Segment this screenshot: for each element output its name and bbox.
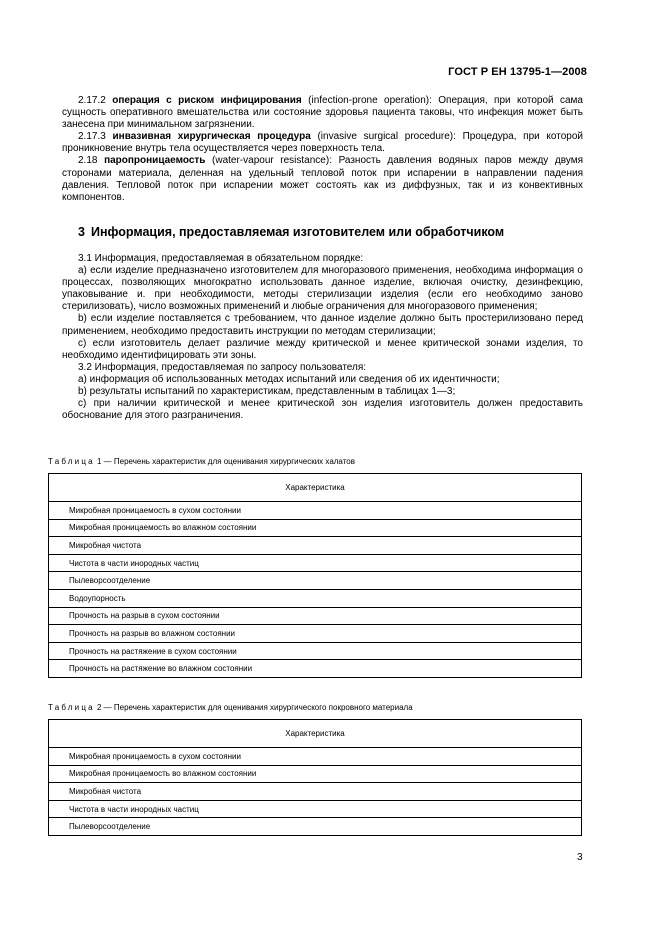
paragraph: с) при наличии критической и менее критической зон изделия изготовитель должен предоставить обоснование для этого разграничения. — [62, 398, 583, 422]
table-row — [49, 589, 582, 607]
definition-number: 2.17.2 — [78, 95, 106, 106]
definition-term: паропроницаемость — [104, 155, 206, 167]
section-title: Информация, предоставляемая изготовителем или обработчиком — [90, 225, 505, 239]
table-cell: Чистота в части инородных частиц — [49, 554, 582, 572]
definition-text: (infection-prone operation): Операция, при которой сама сущность оперативного вмешательства или состояние здоровья пациента таковы, что инфекция может быть занесена при минимальном загрязнении. — [62, 95, 583, 131]
section-body — [62, 253, 583, 422]
table-row — [49, 519, 582, 537]
table-cell: Прочность на растяжение во влажном состоянии — [49, 660, 582, 678]
definition-number: 2.18 — [78, 155, 98, 167]
definition-term: операция с риском инфицирования — [112, 95, 302, 106]
table-row — [49, 625, 582, 643]
table-cell: Чистота в части инородных частиц — [49, 800, 582, 818]
table-row — [49, 554, 582, 572]
table-header-row — [49, 720, 582, 748]
table-cell: Пылеворсоотделение — [49, 572, 582, 590]
definition-text: (water-vapour resistance): Разность давления водяных паров между двумя сторонами материала, деленная на удельный тепловой поток при испарении в направлении падения давления. Тепловой поток при испарении может состоять как из диффузных, так и из конвективных компонентов. — [62, 155, 583, 203]
table-row — [49, 660, 582, 678]
table2 — [48, 719, 582, 836]
table-cell: Пылеворсоотделение — [49, 818, 582, 836]
table-cell: Микробная проницаемость в сухом состоянии — [49, 748, 582, 766]
table-label: Таблица — [48, 703, 95, 712]
paragraph: а) информация об использованных методах испытаний или сведения об их идентичности; — [78, 373, 500, 385]
definition-number: 2.17.3 — [78, 131, 106, 143]
paragraph: а) если изделие предназначено изготовителем для многоразового применения, необходима информация о процессах, позволяющих многократно использовать данное изделие, включая очистку, дезинфекцию, упаковывание и. при необходимости, методы стерилизации изделия (если его необходимо заново стерилизовать), число возможных применений и любые ограничения для многоразового применения; — [62, 265, 583, 313]
table-row — [49, 783, 582, 801]
table-header-cell: Характеристика — [49, 474, 582, 502]
table-row — [49, 537, 582, 555]
table-cell: Микробная чистота — [49, 783, 582, 801]
section-number: 3 — [78, 225, 85, 239]
table-cell: Прочность на разрыв в сухом состоянии — [49, 607, 582, 625]
table-row — [49, 818, 582, 836]
table-caption-text: 2 — Перечень характеристик для оценивания хирургического покровного материала — [94, 703, 413, 712]
table-cell: Водоупорность — [49, 589, 582, 607]
table-row — [49, 748, 582, 766]
table-header-row — [49, 474, 582, 502]
table-row — [49, 642, 582, 660]
section-heading — [62, 225, 592, 239]
paragraph: 3.1 Информация, предоставляемая в обязательном порядке: — [78, 253, 364, 264]
table-cell: Микробная проницаемость во влажном состоянии — [49, 765, 582, 783]
table1-caption — [48, 457, 355, 466]
definition-2-17-2 — [62, 95, 583, 131]
page-number: 3 — [577, 852, 583, 863]
table-header-cell: Характеристика — [49, 720, 582, 748]
paragraph: b) если изделие поставляется с требованием, что данное изделие должно быть простерилизовано перед применением, необходимо предоставить инструкции по методам стерилизации; — [62, 313, 583, 337]
table-cell: Микробная проницаемость во влажном состоянии — [49, 519, 582, 537]
table-row — [49, 572, 582, 590]
table-label: Таблица — [48, 457, 95, 466]
definition-2-18 — [62, 155, 583, 203]
definition-term: инвазивная хирургическая процедура — [112, 131, 311, 143]
paragraph: 3.2 Информация, предоставляемая по запросу пользователя: — [78, 361, 367, 373]
document-code: ГОСТ Р ЕН 13795-1—2008 — [448, 66, 587, 78]
table2-caption — [48, 703, 413, 712]
paragraph: b) результаты испытаний по характеристикам, представленным в таблицах 1—3; — [78, 386, 456, 398]
definition-2-17-3 — [62, 131, 583, 155]
table-row — [49, 502, 582, 520]
paragraph: с) если изготовитель делает различие между критической и менее критической зонами изделия, то необходимо идентифицировать эти зоны. — [62, 337, 583, 361]
table-cell: Прочность на растяжение в сухом состоянии — [49, 642, 582, 660]
table-row — [49, 607, 582, 625]
definition-text: (invasive surgical procedure): Процедура, при которой проникновение внутрь тела осуществляется через поверхность тела. — [62, 131, 584, 155]
table1 — [48, 473, 582, 678]
table-row — [49, 765, 582, 783]
table-cell: Микробная чистота — [49, 537, 582, 555]
table-cell: Прочность на разрыв во влажном состоянии — [49, 625, 582, 643]
definitions-block — [62, 95, 583, 204]
table-cell: Микробная проницаемость в сухом состоянии — [49, 502, 582, 520]
table-caption-text: 1 — Перечень характеристик для оценивания хирургических халатов — [94, 457, 355, 466]
table-row — [49, 800, 582, 818]
